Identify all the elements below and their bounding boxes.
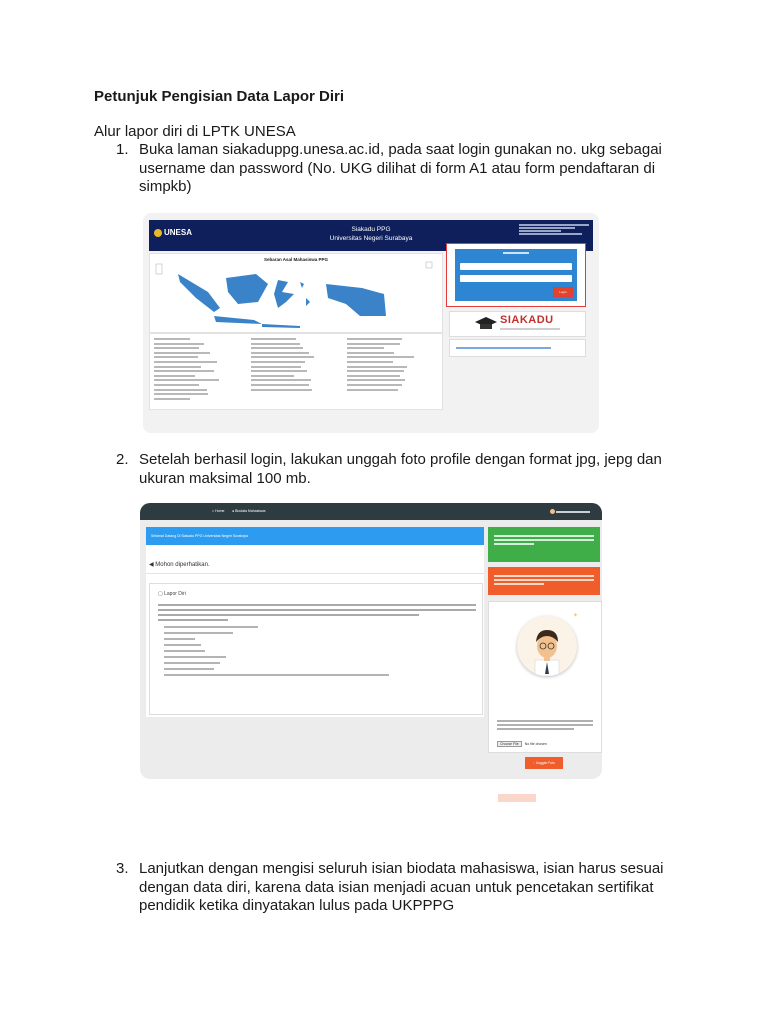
distribution-map [149, 253, 443, 333]
unesa-logo: UNESA [154, 228, 192, 237]
login-button[interactable]: Login [553, 287, 573, 297]
step-line: username dan password (No. UKG dilihat di form A1 atau form pendaftaran di [139, 159, 656, 177]
card-title: ▢ Lapor Diri [158, 591, 186, 597]
login-panel [446, 243, 586, 307]
step-number: 2. [116, 451, 129, 468]
step-line: dengan data diri, karena data isian menjadi acuan untuk pencetakan sertifikat [139, 878, 654, 896]
app-title: Siakadu PPG Universitas Negeri Surabaya [329, 226, 413, 242]
notice-heading: ◀ Mohon diperhatikan. [149, 562, 210, 568]
avatar [517, 616, 577, 676]
login-page-screenshot [143, 213, 599, 433]
user-menu[interactable] [550, 509, 590, 514]
step-line: ukuran maksimal 100 mb. [139, 469, 311, 487]
upload-photo-button[interactable]: ↑ Unggah Foto [525, 757, 563, 769]
map-title: Sebaran Asal Mahasiswa PPG [263, 257, 329, 262]
warning-alert [488, 567, 600, 595]
step-line: Setelah berhasil login, lakukan unggah foto profile dengan format jpg, jepg dan [139, 451, 662, 468]
profile-photo-card [488, 601, 602, 753]
step-line: Lanjutkan dengan mengisi seluruh isian biodata mahasiswa, isian harus sesuai [139, 860, 664, 877]
lapor-diri-card [149, 583, 483, 715]
step-number: 3. [116, 860, 129, 877]
success-alert [488, 527, 600, 562]
intro-text: Alur lapor diri di LPTK UNESA [94, 123, 296, 140]
upload-button-reflection [498, 794, 536, 802]
nav-biodata[interactable]: ● Biodata Mahasiswa [232, 509, 266, 513]
page-title: Petunjuk Pengisian Data Lapor Diri [94, 88, 345, 105]
sparkle-icon: ✦ [573, 613, 579, 619]
choose-file-button[interactable]: Choose File [497, 741, 522, 747]
step-number: 1. [116, 141, 129, 158]
step-2 [116, 451, 676, 488]
file-input[interactable] [497, 741, 547, 747]
step-line: Buka laman siakaduppg.unesa.ac.id, pada saat login gunakan no. ukg sebagai [139, 141, 662, 158]
welcome-bar: Selamat Datang Di Siakadu PPG Universitas Negeri Surabaya [146, 527, 484, 545]
step-1 [116, 141, 676, 197]
graduation-cap-icon [474, 316, 498, 332]
step-line: simpkb) [139, 178, 192, 195]
main-panel [146, 527, 484, 717]
step-3 [116, 860, 676, 916]
guide-link[interactable] [449, 339, 586, 357]
no-file-text: No file chosen [524, 742, 547, 746]
province-list [149, 333, 443, 410]
password-field[interactable] [460, 275, 572, 282]
step-line: pendidik ketika dinyatakan lulus pada UKPPPG [139, 897, 455, 914]
username-field[interactable] [460, 263, 572, 270]
top-navbar [140, 503, 602, 520]
nav-home[interactable]: ⌂ Home [212, 509, 225, 513]
header-info [519, 223, 589, 236]
indonesia-map [150, 254, 442, 332]
siakadu-banner: SIAKADU [449, 311, 586, 337]
dashboard-screenshot [140, 503, 602, 779]
